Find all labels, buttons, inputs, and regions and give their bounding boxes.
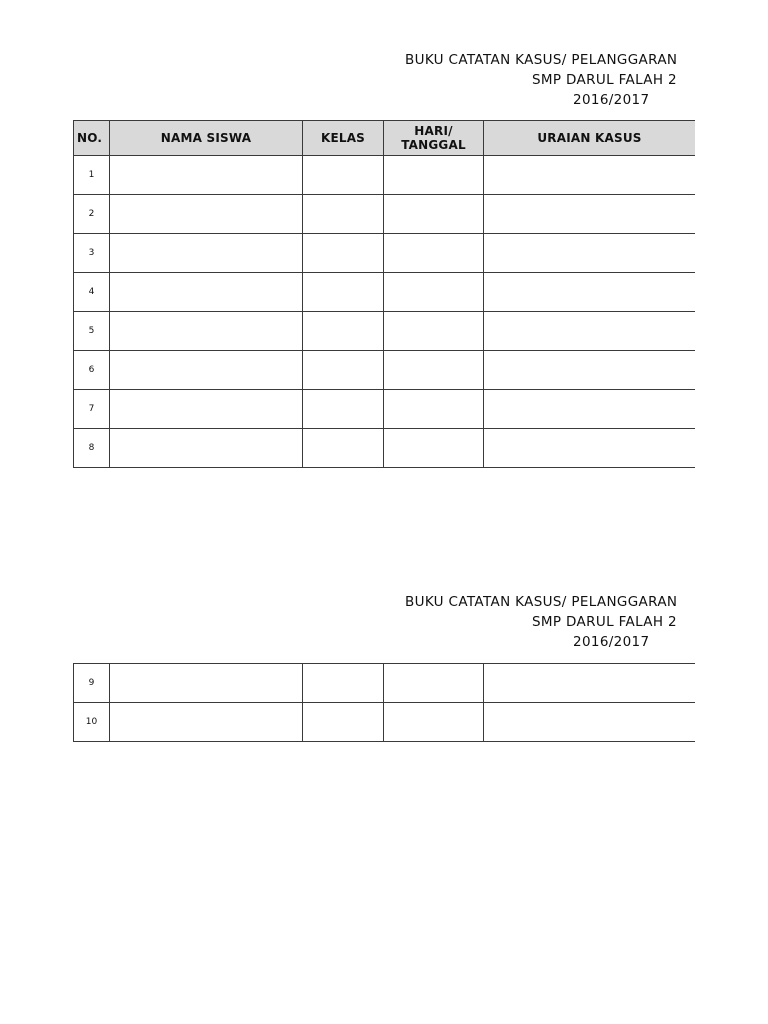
table-row [74, 351, 696, 390]
cell-hari-tanggal[interactable] [384, 664, 484, 703]
cell-nama-siswa[interactable] [110, 234, 303, 273]
cell-nama-siswa[interactable] [110, 429, 303, 468]
cell-kelas[interactable] [303, 195, 384, 234]
table-row [74, 273, 696, 312]
document-title-block [0, 51, 695, 115]
cell-hari-tanggal[interactable] [384, 312, 484, 351]
cell-nama-siswa[interactable] [110, 390, 303, 429]
cell-hari-tanggal[interactable] [384, 351, 484, 390]
cell-kelas[interactable] [303, 156, 384, 195]
cell-uraian-kasus[interactable] [484, 664, 696, 703]
table-row [74, 429, 696, 468]
cell-uraian-kasus[interactable] [484, 390, 696, 429]
cell-hari-tanggal[interactable] [384, 234, 484, 273]
cell-uraian-kasus[interactable] [484, 351, 696, 390]
cell-hari-tanggal[interactable] [384, 429, 484, 468]
header-hari-tanggal [384, 121, 484, 156]
cell-uraian-kasus[interactable] [484, 273, 696, 312]
row-number: 7 [74, 390, 110, 429]
row-number: 6 [74, 351, 110, 390]
row-number: 5 [74, 312, 110, 351]
school-name: SMP DARUL FALAH 2 [532, 614, 677, 630]
cell-nama-siswa[interactable] [110, 703, 303, 742]
school-year: 2016/2017 [573, 634, 650, 650]
row-number: 10 [74, 703, 110, 742]
case-log-table-continued [73, 663, 695, 742]
cell-nama-siswa[interactable] [110, 273, 303, 312]
cell-kelas[interactable] [303, 664, 384, 703]
cell-uraian-kasus[interactable] [484, 312, 696, 351]
header-no: NO. [74, 121, 110, 156]
cell-nama-siswa[interactable] [110, 312, 303, 351]
table-row [74, 156, 696, 195]
cell-uraian-kasus[interactable] [484, 429, 696, 468]
cell-uraian-kasus[interactable] [484, 195, 696, 234]
row-number: 4 [74, 273, 110, 312]
cell-kelas[interactable] [303, 351, 384, 390]
row-number: 8 [74, 429, 110, 468]
table-row [74, 664, 696, 703]
row-number: 2 [74, 195, 110, 234]
cell-uraian-kasus[interactable] [484, 703, 696, 742]
cell-uraian-kasus[interactable] [484, 156, 696, 195]
school-year: 2016/2017 [573, 92, 650, 108]
cell-hari-tanggal[interactable] [384, 273, 484, 312]
table-row [74, 195, 696, 234]
header-kelas: KELAS [303, 121, 384, 156]
cell-hari-tanggal[interactable] [384, 156, 484, 195]
case-log-table [73, 120, 695, 468]
document-title-block-repeat [0, 593, 695, 657]
document-title: BUKU CATATAN KASUS/ PELANGGARAN [405, 52, 678, 68]
header-uraian-kasus: URAIAN KASUS [484, 121, 696, 156]
table-row [74, 390, 696, 429]
cell-kelas[interactable] [303, 273, 384, 312]
cell-hari-tanggal[interactable] [384, 390, 484, 429]
cell-kelas[interactable] [303, 429, 384, 468]
cell-nama-siswa[interactable] [110, 195, 303, 234]
cell-nama-siswa[interactable] [110, 664, 303, 703]
table-row [74, 703, 696, 742]
cell-nama-siswa[interactable] [110, 351, 303, 390]
table-row [74, 312, 696, 351]
cell-hari-tanggal[interactable] [384, 195, 484, 234]
header-tanggal-label: TANGGAL [401, 138, 466, 152]
row-number: 3 [74, 234, 110, 273]
table-header-row [74, 121, 696, 156]
cell-kelas[interactable] [303, 234, 384, 273]
cell-uraian-kasus[interactable] [484, 234, 696, 273]
cell-hari-tanggal[interactable] [384, 703, 484, 742]
cell-kelas[interactable] [303, 703, 384, 742]
row-number: 9 [74, 664, 110, 703]
school-name: SMP DARUL FALAH 2 [532, 72, 677, 88]
cell-kelas[interactable] [303, 312, 384, 351]
header-nama-siswa: NAMA SISWA [110, 121, 303, 156]
cell-kelas[interactable] [303, 390, 384, 429]
table-row [74, 234, 696, 273]
row-number: 1 [74, 156, 110, 195]
cell-nama-siswa[interactable] [110, 156, 303, 195]
header-hari-label: HARI/ [414, 124, 453, 138]
document-title: BUKU CATATAN KASUS/ PELANGGARAN [405, 594, 678, 610]
